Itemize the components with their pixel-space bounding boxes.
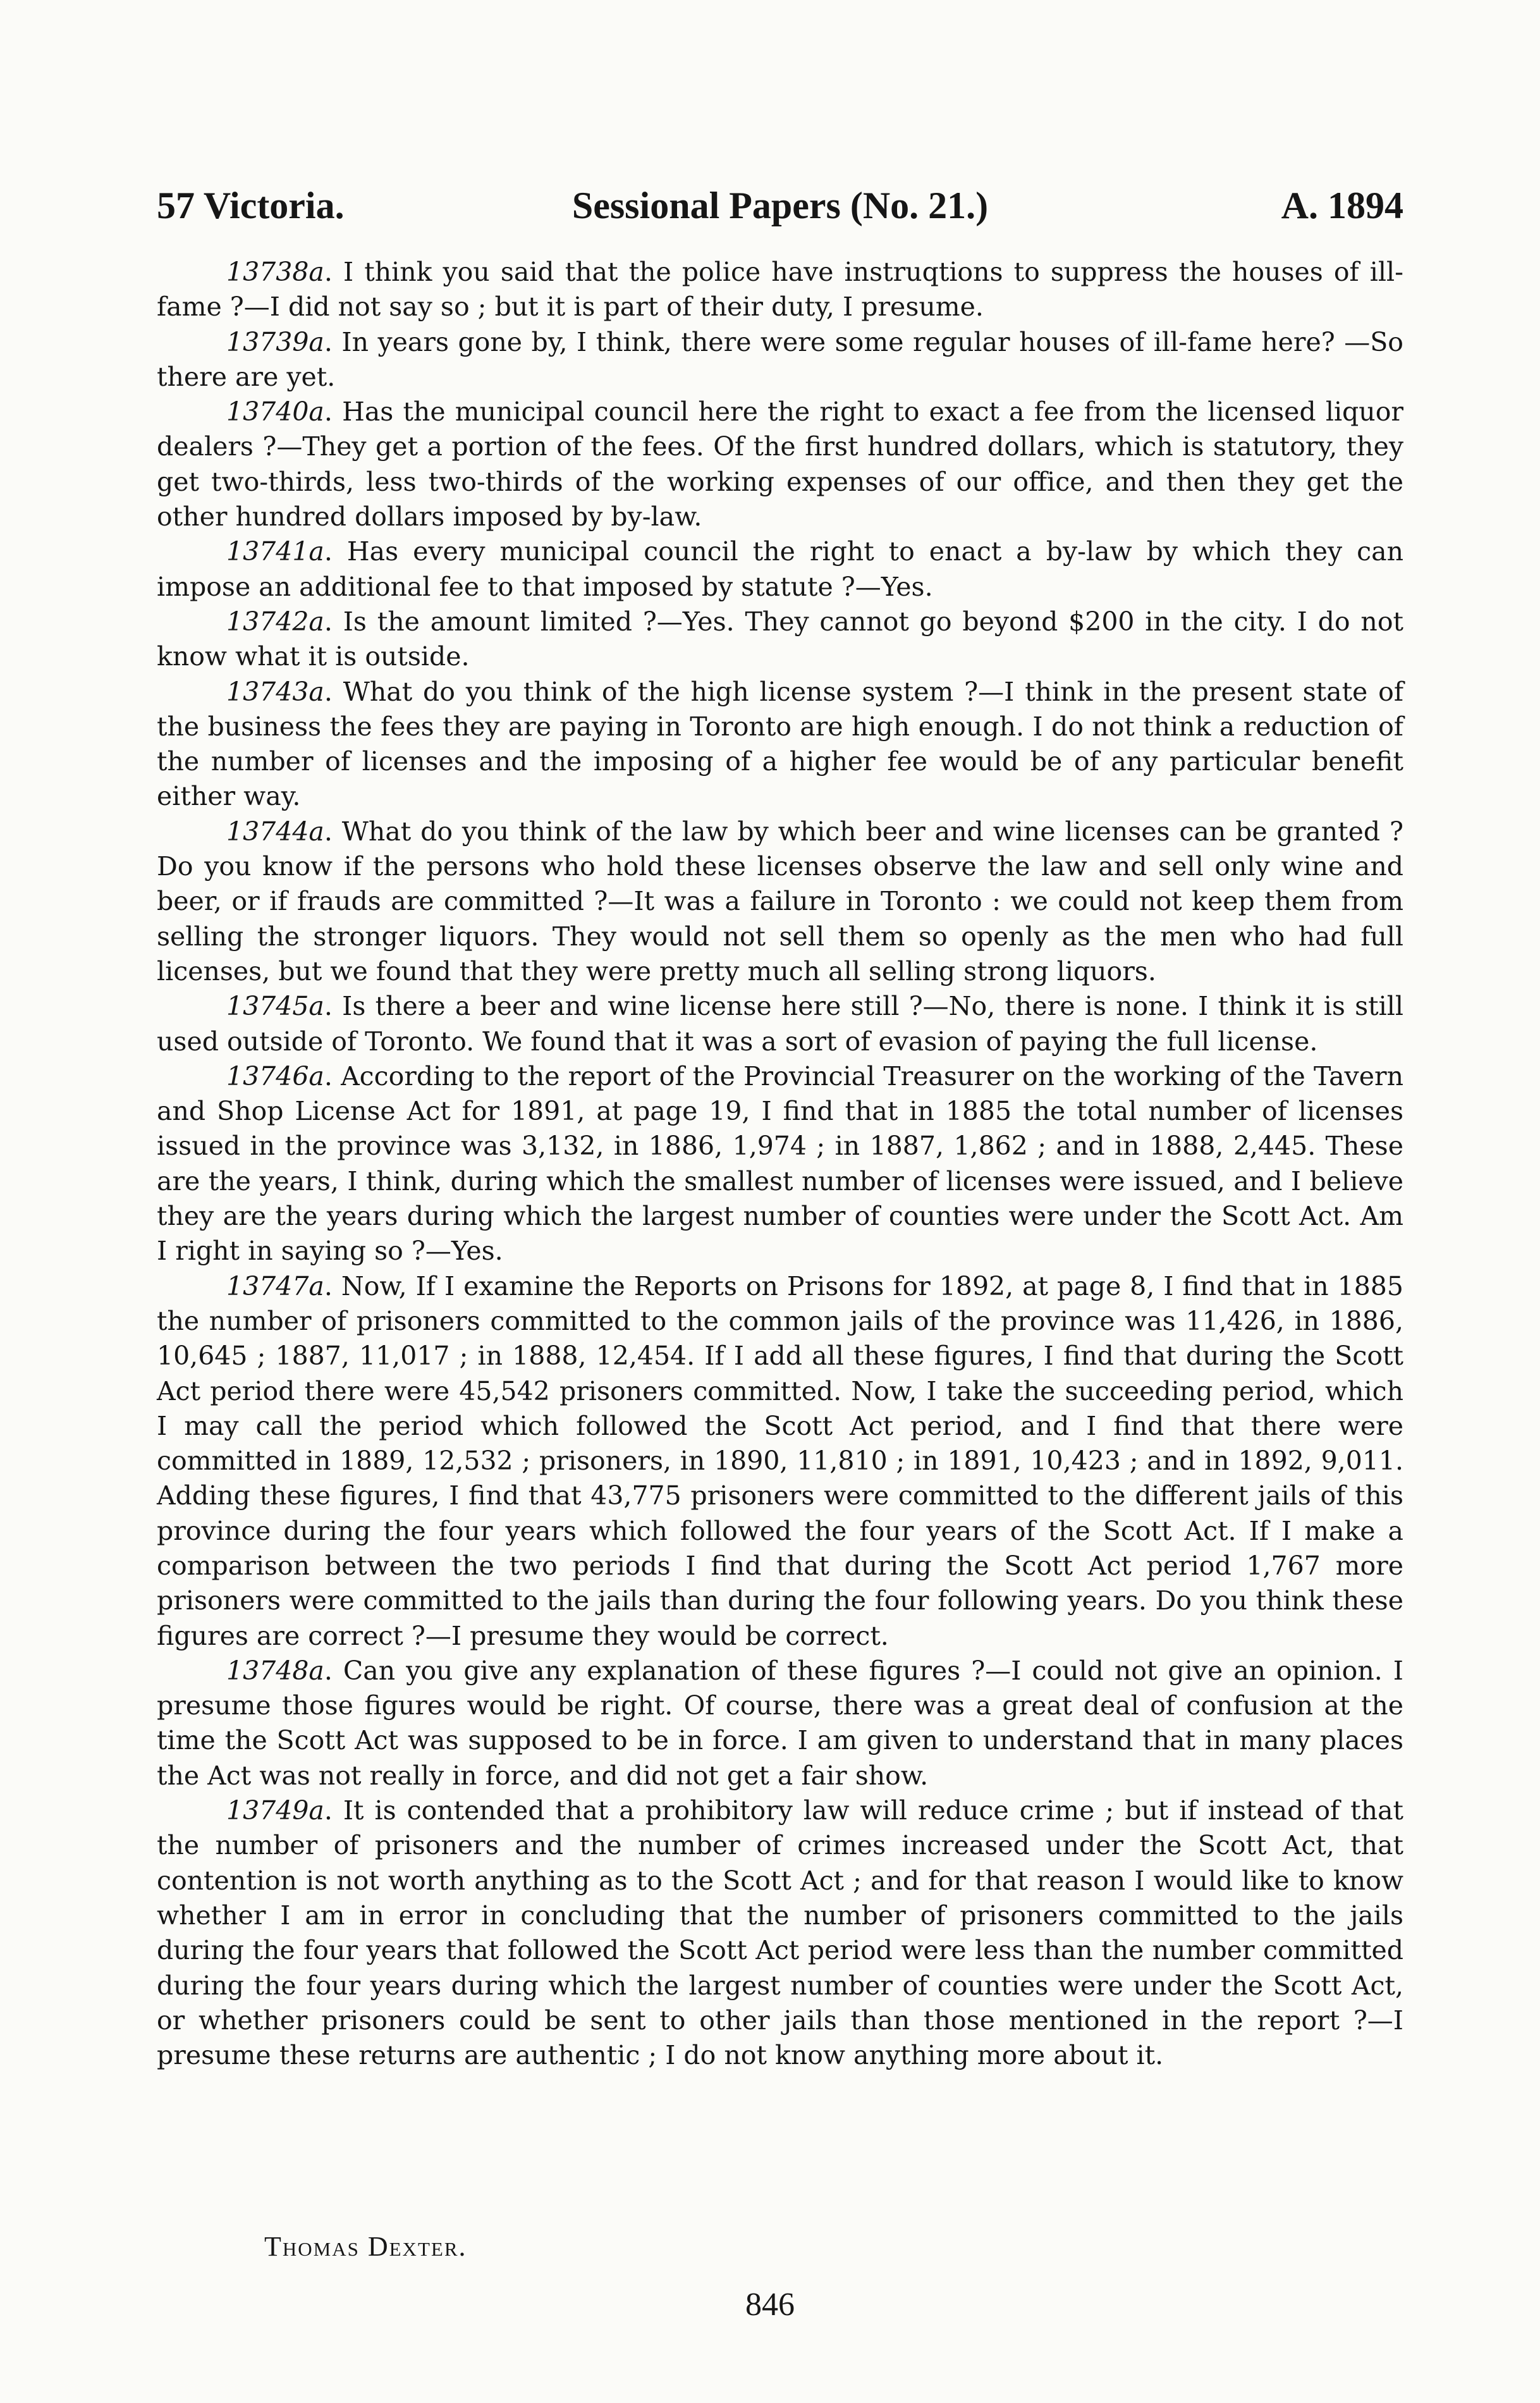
question-number: 13748a xyxy=(226,1655,324,1686)
question-paragraph: 13743a. What do you think of the high license system ?—I think in the present state of the business the fees they are paying in Toronto are high enough. I do not think a reduction of the number of licenses and the imposing of a higher fee would be of any particular benefit either way. xyxy=(157,676,1403,812)
question-text: Is the amount limited ?—Yes. They cannot go beyond $200 in the city. I do not know what it is outside. xyxy=(157,606,1403,672)
running-header xyxy=(157,180,1403,231)
question-paragraph: 13741a. Has every municipal council the right to enact a by-law by which they can impose an additional fee to that imposed by statute ?—Yes. xyxy=(157,536,1403,602)
question-number: 13747a xyxy=(226,1270,324,1301)
witness-signature: Thomas Dexter. xyxy=(264,2231,467,2262)
question-text: Can you give any explanation of these figures ?—I could not give an opinion. I presume those figures would be right. Of course, there was a great deal of confusion at the time the Scott Act was supposed to be in force. I am given to understand that in many places the Act was not really in force, and did not get a fair show. xyxy=(157,1655,1403,1791)
question-number: 13743a xyxy=(226,676,324,707)
question-text: According to the report of the Provincial Treasurer on the working of the Tavern and Shop License Act for 1891, at page 19, I find that in 1885 the total number of licenses issued in the province was 3,132, in 1886, 1,974 ; in 1887, 1,862 ; and in 1888, 2,445. These are the years, I think, during which the smallest number of licenses were issued, and I believe they are the years during which the largest number of counties were under the Scott Act. Am I right in saying so ?—Yes. xyxy=(157,1060,1403,1267)
header-title: Sessional Papers (No. 21.) xyxy=(571,185,989,226)
question-text: In years gone by, I think, there were some regular houses of ill-fame here? —So there are yet. xyxy=(157,326,1403,392)
testimony-body xyxy=(157,255,1403,2073)
question-paragraph: 13745a. Is there a beer and wine license here still ?—No, there is none. I think it is still used outside of Toronto. We found that it was a sort of evasion of paying the full license. xyxy=(157,991,1404,1057)
question-paragraph: 13742a. Is the amount limited ?—Yes. They cannot go beyond $200 in the city. I do not know what it is outside. xyxy=(157,606,1403,672)
question-paragraph: 13738a. I think you said that the police have instruqtions to suppress the houses of ill-fame ?—I did not say so ; but it is part of their duty, I presume. xyxy=(157,257,1403,323)
question-paragraph: 13739a. In years gone by, I think, there were some regular houses of ill-fame here? —So there are yet. xyxy=(157,326,1403,392)
question-paragraph: 13746a. According to the report of the Provincial Treasurer on the working of the Tavern and Shop License Act for 1891, at page 19, I find that in 1885 the total number of licenses issued in the province was 3,132, in 1886, 1,974 ; in 1887, 1,862 ; and in 1888, 2,445. These are the years, I think, during which the smallest number of licenses were issued, and I believe they are the years during which the largest number of counties were under the Scott Act. Am I right in saying so ?—Yes. xyxy=(157,1060,1403,1267)
question-number: 13740a xyxy=(226,396,324,427)
question-number: 13744a xyxy=(226,816,324,847)
question-number: 13742a xyxy=(226,606,324,637)
question-text: Has every municipal council the right to enact a by-law by which they can impose an additional fee to that imposed by statute ?—Yes. xyxy=(157,536,1403,602)
question-number: 13746a xyxy=(226,1060,324,1091)
question-paragraph: 13749a. It is contended that a prohibitory law will reduce crime ; but if instead of that the number of prisoners and the number of crimes increased under the Scott Act, that contention is not worth anything as to the Scott Act ; and for that reason I would like to know whether I am in error in concluding that the number of prisoners committed to the jails during the four years that followed the Scott Act period were less than the number committed during the four years during which the largest number of counties were under the Scott Act, or whether prisoners could be sent to other jails than those mentioned in the report ?—I presume these returns are authentic ; I do not know anything more about it. xyxy=(157,1795,1403,2071)
question-text: What do you think of the high license system ?—I think in the present state of the business the fees they are paying in Toronto are high enough. I do not think a reduction of the number of licenses and the imposing of a higher fee would be of any particular benefit either way. xyxy=(157,676,1403,812)
header-year: A. 1894 xyxy=(1281,185,1403,226)
header-volume: 57 Victoria. xyxy=(157,185,345,226)
question-number: 13738a xyxy=(226,257,324,287)
question-text: Now, If I examine the Reports on Prisons for 1892, at page 8, I find that in 1885 the number of prisoners committed to the common jails of the province was 11,426, in 1886, 10,645 ; 1887, 11,017 ; in 1888, 12,454. If I add all these figures, I find that during the Scott Act period there were 45,542 prisoners committed. Now, I take the succeeding period, which I may call the period which followed the Scott Act period, and I find that there were committed in 1889, 12,532 ; prisoners, in 1890, 11,810 ; in 1891, 10,423 ; and in 1892, 9,011. Adding these figures, I find that 43,775 prisoners were committed to the different jails of this province during the four years which followed the four years of the Scott Act. If I make a comparison between the two periods I find that during the Scott Act period 1,767 more prisoners were committed to the jails than during the four following years. Do you think these figures are correct ?—I presume they would be correct. xyxy=(157,1270,1403,1651)
question-paragraph: 13747a. Now, If I examine the Reports on Prisons for 1892, at page 8, I find that in 1885 the number of prisoners committed to the common jails of the province was 11,426, in 1886, 10,645 ; 1887, 11,017 ; in 1888, 12,454. If I add all these figures, I find that during the Scott Act period there were 45,542 prisoners committed. Now, I take the succeeding period, which I may call the period which followed the Scott Act period, and I find that there were committed in 1889, 12,532 ; prisoners, in 1890, 11,810 ; in 1891, 10,423 ; and in 1892, 9,011. Adding these figures, I find that 43,775 prisoners were committed to the different jails of this province during the four years which followed the four years of the Scott Act. If I make a comparison between the two periods I find that during the Scott Act period 1,767 more prisoners were committed to the jails than during the four following years. Do you think these figures are correct ?—I presume they would be correct. xyxy=(157,1270,1403,1651)
question-number: 13739a xyxy=(226,326,324,357)
question-text: What do you think of the law by which beer and wine licenses can be granted ? Do you know if the persons who hold these licenses observe the law and sell only wine and beer, or if frauds are committed ?—It was a failure in Toronto : we could not keep them from selling the stronger liquors. They would not sell them so openly as the men who had full licenses, but we found that they were pretty much all selling strong liquors. xyxy=(157,816,1403,986)
question-number: 13745a xyxy=(226,991,324,1022)
question-text: I think you said that the police have instruqtions to suppress the houses of ill-fame ?—I did not say so ; but it is part of their duty, I presume. xyxy=(157,257,1403,323)
question-number: 13749a xyxy=(226,1795,324,1826)
question-number: 13741a xyxy=(226,536,324,567)
question-paragraph: 13740a. Has the municipal council here the right to exact a fee from the licensed liquor dealers ?—They get a portion of the fees. Of the first hundred dollars, which is statutory, they get two-thirds, less two-thirds of the working expenses of our office, and then they get the other hundred dollars imposed by by-law. xyxy=(157,396,1403,532)
question-text: It is contended that a prohibitory law will reduce crime ; but if instead of that the number of prisoners and the number of crimes increased under the Scott Act, that contention is not worth anything as to the Scott Act ; and for that reason I would like to know whether I am in error in concluding that the number of prisoners committed to the jails during the four years that followed the Scott Act period were less than the number committed during the four years during which the largest number of counties were under the Scott Act, or whether prisoners could be sent to other jails than those mentioned in the report ?—I presume these returns are authentic ; I do not know anything more about it. xyxy=(157,1795,1403,2071)
question-paragraph: 13744a. What do you think of the law by which beer and wine licenses can be granted ? Do you know if the persons who hold these licenses observe the law and sell only wine and beer, or if frauds are committed ?—It was a failure in Toronto : we could not keep them from selling the stronger liquors. They would not sell them so openly as the men who had full licenses, but we found that they were pretty much all selling strong liquors. xyxy=(157,816,1403,986)
question-text: Is there a beer and wine license here still ?—No, there is none. I think it is still used outside of Toronto. We found that it was a sort of evasion of paying the full license. xyxy=(157,991,1404,1057)
question-paragraph: 13748a. Can you give any explanation of these figures ?—I could not give an opinion. I presume those figures would be right. Of course, there was a great deal of confusion at the time the Scott Act was supposed to be in force. I am given to understand that in many places the Act was not really in force, and did not get a fair show. xyxy=(157,1655,1403,1791)
question-text: Has the municipal council here the right to exact a fee from the licensed liquor dealers ?—They get a portion of the fees. Of the first hundred dollars, which is statutory, they get two-thirds, less two-thirds of the working expenses of our office, and then they get the other hundred dollars imposed by by-law. xyxy=(157,396,1403,532)
page-number: 846 xyxy=(745,2287,795,2323)
